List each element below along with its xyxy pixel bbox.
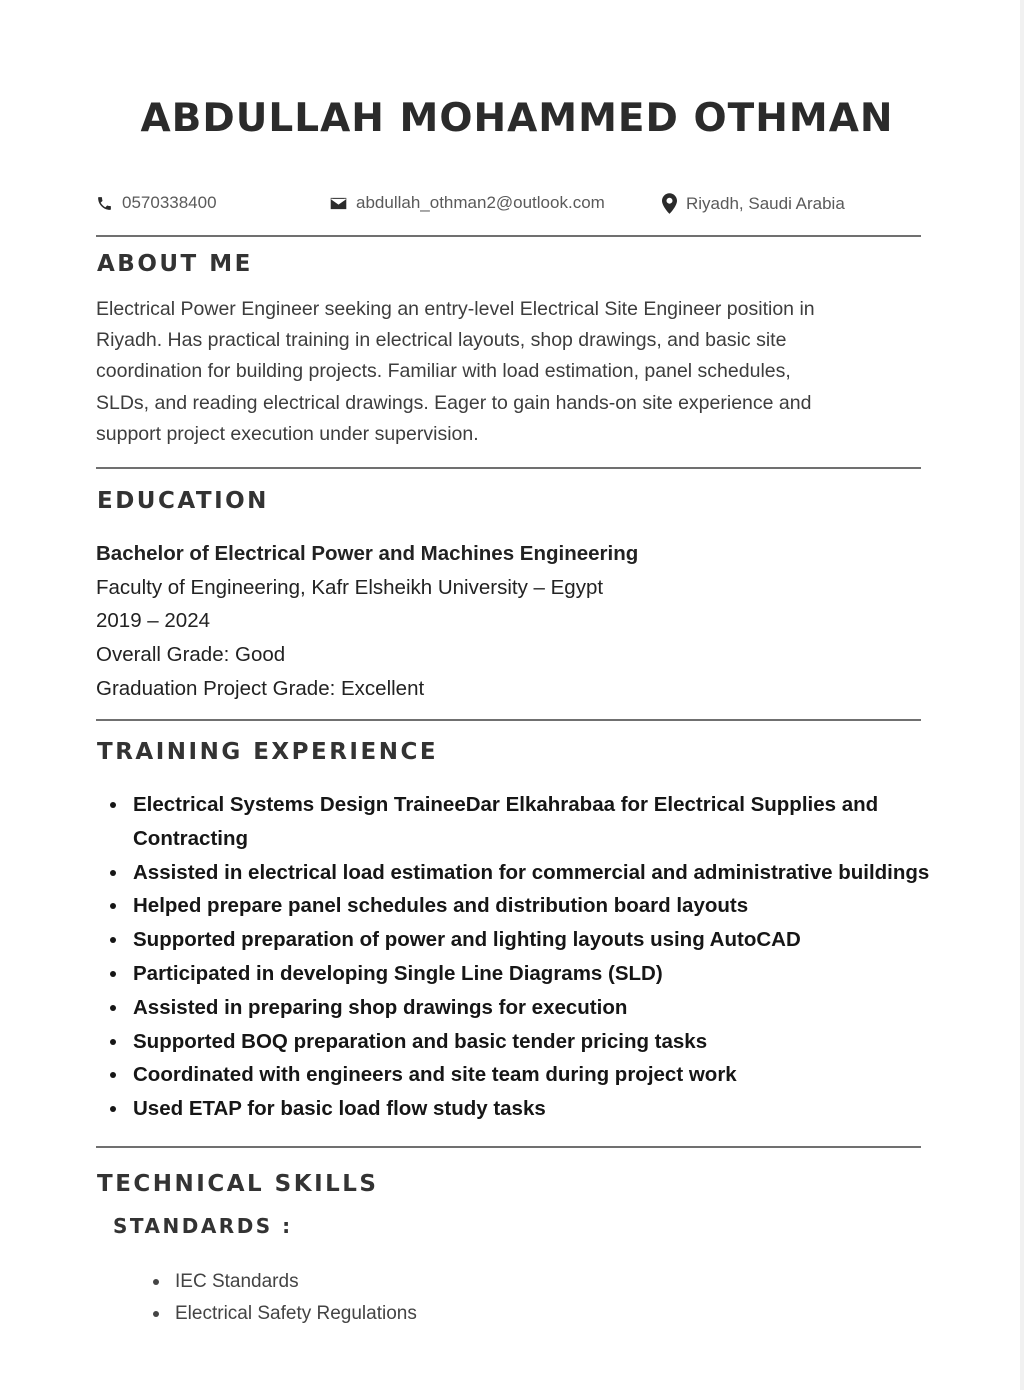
standards-list: [148, 1266, 417, 1329]
location-text: Riyadh, Saudi Arabia: [686, 193, 845, 213]
about-line: Riyadh. Has practical training in electrical layouts, shop drawings, and basic site: [96, 329, 787, 352]
about-line: SLDs, and reading electrical drawings. Eager to gain hands-on site experience and: [96, 391, 812, 414]
contact-bar: [96, 193, 926, 215]
training-item: Supported preparation of power and lighting layouts using AutoCAD: [96, 923, 1024, 957]
contact-location: [662, 193, 845, 214]
training-item: Electrical Systems Design TraineeDar Elkahrabaa for Electrical Supplies and Contracting: [96, 788, 976, 856]
training-item: Supported BOQ preparation and basic tender pricing tasks: [96, 1025, 1024, 1059]
phone-icon: [96, 195, 113, 212]
divider: [96, 235, 921, 237]
training-list: [96, 788, 1024, 1126]
overall-grade: Overall Grade: Good: [96, 643, 286, 667]
email-address[interactable]: abdullah_othman2@outlook.com: [356, 193, 605, 212]
standard-item: IEC Standards: [148, 1266, 417, 1298]
training-item: Assisted in electrical load estimation for commercial and administrative buildings: [96, 856, 1024, 890]
standards-subheading: STANDARDS :: [113, 1214, 293, 1238]
degree-title: Bachelor of Electrical Power and Machines Engineering: [96, 542, 639, 565]
map-pin-icon: [662, 193, 677, 214]
about-line: coordination for building projects. Familiar with load estimation, panel schedules,: [96, 360, 791, 383]
section-title-technical-skills: TECHNICAL SKILLS: [97, 1171, 379, 1197]
section-title-training: TRAINING EXPERIENCE: [97, 739, 439, 765]
standard-item: Electrical Safety Regulations: [148, 1298, 417, 1330]
envelope-icon: [330, 197, 347, 210]
section-title-education: EDUCATION: [97, 488, 269, 514]
education-entry: [96, 537, 926, 706]
contact-phone: [96, 193, 217, 213]
project-grade: Graduation Project Grade: Excellent: [96, 676, 425, 700]
divider: [96, 467, 921, 469]
divider: [96, 719, 921, 721]
education-years: 2019 – 2024: [96, 609, 211, 633]
about-line: support project execution under supervision.: [96, 422, 479, 445]
training-item: Assisted in preparing shop drawings for execution: [96, 991, 1024, 1025]
divider: [96, 1146, 921, 1148]
phone-number[interactable]: 0570338400: [122, 193, 217, 212]
training-item: Used ETAP for basic load flow study tasks: [96, 1092, 1024, 1126]
about-paragraph: [96, 294, 926, 450]
institution: Faculty of Engineering, Kafr Elsheikh University – Egypt: [96, 575, 604, 599]
training-item: Coordinated with engineers and site team during project work: [96, 1058, 1024, 1092]
contact-email: [330, 193, 605, 213]
section-title-about: ABOUT ME: [97, 251, 253, 277]
about-line: Electrical Power Engineer seeking an entry-level Electrical Site Engineer position in: [96, 298, 815, 320]
training-item: Helped prepare panel schedules and distribution board layouts: [96, 889, 1024, 923]
page-edge: [1020, 0, 1024, 1390]
training-item: Participated in developing Single Line Diagrams (SLD): [96, 957, 1024, 991]
candidate-name: ABDULLAH MOHAMMED OTHMAN: [140, 96, 894, 141]
